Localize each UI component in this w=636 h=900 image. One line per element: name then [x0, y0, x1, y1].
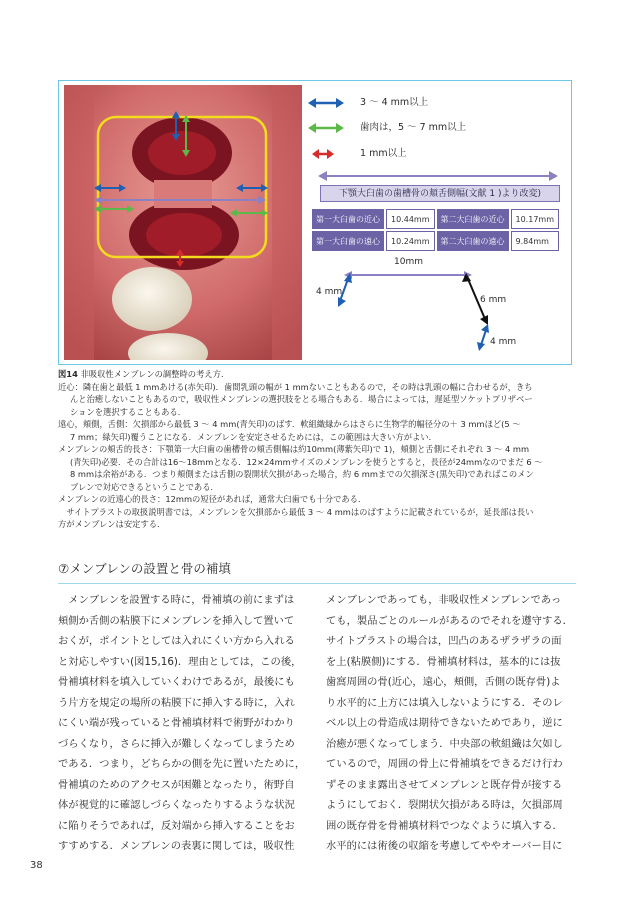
body-line: を上(粘膜側)にする．骨補填材料は，基本的には抜 [326, 655, 561, 668]
caption-line: 7 mm；緑矢印)覆うことになる．メンブレンを安定させるためには，この範囲は大きい方がよい． [70, 431, 437, 442]
table-cell: 10.17mm [511, 209, 560, 229]
figure-legend [308, 92, 558, 172]
caption-line: (青矢印)必要．その合計は16～18mmとなる．12×24mmサイズのメンブレンを使うとすると，長径が24mmなのでまだ 6 ～ [70, 456, 543, 467]
body-line: 骨補填材料を填入していくわけであるが，最後にも [58, 676, 295, 688]
body-line: 骨補填のためのアクセスが困難となったり，術野自 [58, 778, 295, 791]
body-line: おくが，ポイントとしては入れにくい方から入れる [58, 635, 295, 647]
diagram-label-bottom: 4 mm [490, 337, 517, 347]
caption-line: メンブレンの近遠心的長さ：12mmの短径があれば，通常大臼歯でも十分である． [58, 494, 367, 504]
body-line: メンブレンであっても，非吸収性メンブレンであっ [326, 594, 562, 606]
caption-line: んと治癒しないこともあるので，吸収性メンブレンの選択肢をとる場合もある．場合によっては，遅延型ソケットプリザベー [70, 394, 533, 404]
body-line: 囲の既存骨を骨補填材料でつなぐように填入する． [326, 819, 563, 832]
body-line: メンブレンを設置する時に，骨補填の前にまずは [58, 594, 295, 606]
legend-label: 3 ～ 4 mm以上 [360, 97, 429, 108]
red-double-arrow-icon [308, 147, 344, 161]
legend-item-green [308, 121, 558, 135]
caption-line: 遠心，頬側，舌側：欠損部から最低 3 ～ 4 mm(青矢印)のばす．軟組織縁からはさらに生物学的幅径分の＋ 3 mmほど(5 ～ [58, 419, 521, 429]
section-heading: ⑦メンブレンの設置と骨の補填 [58, 561, 231, 576]
body-line: づらくなり，さらに挿入が難しくなってしまうため [58, 737, 295, 750]
body-line: り水平的に上方には填入しないようにする．そのレ [326, 696, 563, 709]
body-line: に陥りそうであれば，反対端から挿入することをお [58, 819, 295, 832]
body-line: ているので，周囲の骨上に骨補填をできるだけ行わ [326, 758, 563, 770]
membrane-schematic [308, 255, 568, 360]
table-cell: 10.24mm [386, 231, 435, 251]
body-column-left [58, 590, 308, 857]
body-line: 歯窩周囲の骨(近心，遠心，頬側，舌側の既存骨)よ [326, 676, 561, 688]
caption-line: ブレンで対応できるということである． [70, 481, 219, 492]
clinical-photo [64, 85, 302, 360]
caption-line: 方がメンブレンは安定する． [58, 519, 166, 529]
figure-number: 図14 [58, 369, 78, 379]
body-line: にくい端が残っていると骨補填材料で術野がわかり [58, 717, 295, 729]
caption-line: ションを選択することもある． [70, 406, 186, 417]
caption-title: 非吸収性メンブレンの調整時の考え方． [80, 369, 230, 379]
body-line: ても，製品ごとのルールがあるのでそれを遵守する． [326, 614, 573, 627]
table-row [312, 231, 559, 251]
table-cell: 10.44mm [386, 209, 435, 229]
table-cell: 第二大臼歯の遠心 [437, 231, 509, 251]
table-row [312, 209, 559, 229]
body-line: ようにしておく．裂開状欠損がある時は，欠損部周 [326, 799, 563, 811]
section-divider [58, 583, 576, 584]
caption-line: メンブレンの頬舌的長さ：下顎第一大臼歯の歯槽骨の頬舌側幅は約10mm(薄紫矢印)で 1)，頬側と舌側にそれぞれ 3 ～ 4 mm [58, 444, 530, 454]
caption-line: 8 mmは余裕がある．つまり頬側または舌側の裂開状欠損があった場合，約 6 mmまでの欠損深さ(黒矢印)であればこのメン [70, 469, 534, 479]
green-double-arrow-icon [308, 121, 344, 135]
caption-line: サイトプラストの取扱説明書では，メンブレンを欠損部から最低 3 ～ 4 mmはのばすように記載されているが，延長部は長い [58, 506, 534, 517]
table-cell: 9.84mm [511, 231, 560, 251]
table-cell: 第二大臼歯の近心 [437, 209, 509, 229]
body-line: サイトプラストの場合は，凹凸のあるザラザラの面 [326, 635, 562, 647]
body-line: すすめする．メンブレンの表裏に関しては，吸収性 [58, 840, 295, 852]
diagram-label-top: 10mm [394, 257, 423, 267]
width-table [310, 207, 561, 253]
caption-line: 近心：隣在歯と最低 1 mmあける(赤矢印)．歯間乳頭の幅が 1 mmないこともあるので，その時は乳頭の幅に合わせるが，きち [58, 381, 533, 392]
legend-item-red [308, 147, 558, 161]
caption-title-line [58, 368, 578, 381]
table-cell: 第一大臼歯の遠心 [312, 231, 384, 251]
diagram-label-right: 6 mm [480, 295, 507, 305]
body-line: ずそのまま露出させてメンブレンと既存骨が接する [326, 778, 563, 791]
blue-double-arrow-icon [308, 96, 344, 110]
diagram-label-left: 4 mm [316, 287, 343, 297]
purple-double-arrow-icon [318, 170, 558, 182]
legend-label: 1 mm以上 [360, 148, 407, 159]
body-line: 治癒が悪くなってしまう．中央部の軟組織は欠如し [326, 737, 563, 750]
table-title: 下顎大臼歯の歯槽骨の頬舌側幅(文献 1 )より改変) [320, 185, 560, 202]
body-line: う片方を規定の場所の粘膜下に挿入する時に，入れ [58, 696, 295, 709]
body-line: 水平的には術後の収縮を考慮してややオーバー目に [326, 840, 563, 852]
body-line: ベル以上の骨造成は期待できないためであり，逆に [326, 717, 563, 729]
body-column-right [326, 590, 576, 857]
legend-label: 歯肉は，5 ～ 7 mm以上 [360, 122, 467, 133]
body-line: と対応しやすい(図15,16)．理由としては，この後， [58, 655, 302, 668]
legend-item-blue [308, 96, 558, 110]
body-line: 頬側か舌側の粘膜下にメンブレンを挿入して置いて [58, 614, 295, 627]
figure-caption [58, 368, 578, 531]
body-line: 体が視覚的に確認しづらくなったりするような状況 [58, 799, 295, 811]
body-line: である．つまり，どちらかの側を先に置いたために， [58, 758, 306, 770]
page-number: 38 [30, 860, 43, 871]
table-cell: 第一大臼歯の近心 [312, 209, 384, 229]
